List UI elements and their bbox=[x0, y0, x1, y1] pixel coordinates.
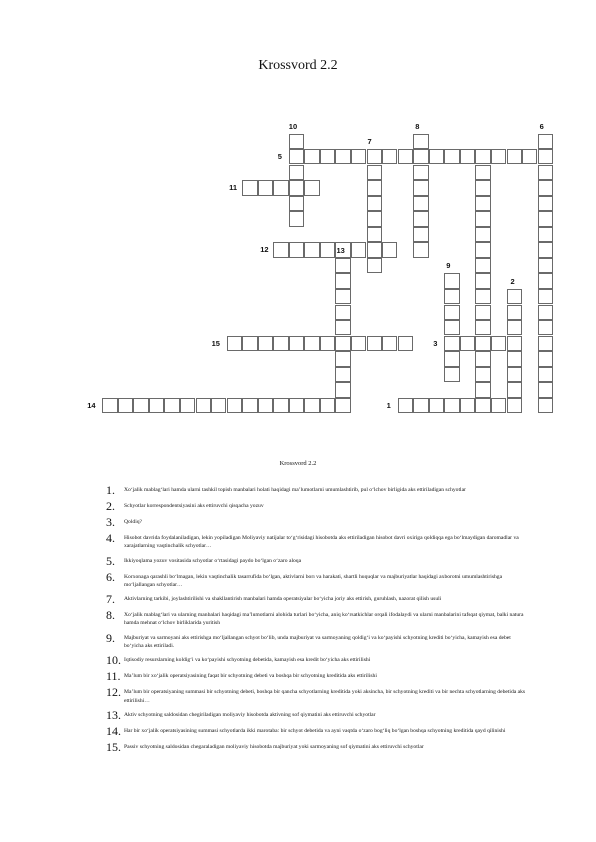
crossword-cell[interactable] bbox=[289, 211, 304, 226]
crossword-cell[interactable] bbox=[475, 180, 490, 195]
crossword-cell[interactable] bbox=[444, 289, 459, 304]
crossword-cell[interactable] bbox=[444, 305, 459, 320]
crossword-cell[interactable] bbox=[475, 242, 490, 257]
crossword-cell[interactable] bbox=[304, 242, 319, 257]
clue-item bbox=[106, 709, 528, 721]
crossword-cell[interactable] bbox=[444, 336, 459, 351]
clue-text: Har bir xo‘jalik operatsiyasining summasi schyotlarda ikki marotaba: bir schyot debetida va ayni vaqtda o‘zaro bog‘liq bo‘lgan boshqa schyotning kreditida qayd qilinishi bbox=[124, 727, 506, 734]
crossword-cell[interactable] bbox=[382, 242, 397, 257]
crossword-caption: Krossvord 2.2 bbox=[279, 460, 317, 467]
crossword-cell[interactable] bbox=[258, 180, 273, 195]
crossword-cell[interactable] bbox=[242, 336, 257, 351]
crossword-cell[interactable] bbox=[335, 289, 350, 304]
crossword-cell[interactable] bbox=[242, 180, 257, 195]
crossword-cell[interactable] bbox=[335, 320, 350, 335]
crossword-cell[interactable] bbox=[273, 398, 288, 413]
clue-text: Ikkiyoqlama yozuv vositasida schyotlar o‘rtasidagi paydo bo‘lgan o‘zaro aloqa bbox=[124, 557, 302, 564]
crossword-cell[interactable] bbox=[538, 180, 553, 195]
crossword-cell[interactable] bbox=[335, 351, 350, 366]
crossword-cell[interactable] bbox=[444, 367, 459, 382]
crossword-cell[interactable] bbox=[118, 398, 133, 413]
crossword-cell[interactable] bbox=[164, 398, 179, 413]
crossword-cell[interactable] bbox=[538, 398, 553, 413]
crossword-cell[interactable] bbox=[444, 351, 459, 366]
crossword-cell[interactable] bbox=[304, 336, 319, 351]
crossword-cell[interactable] bbox=[351, 242, 366, 257]
crossword-cell[interactable] bbox=[475, 211, 490, 226]
crossword-cell[interactable] bbox=[538, 242, 553, 257]
clue-number-label: 7 bbox=[367, 137, 372, 147]
crossword-cell[interactable] bbox=[460, 336, 475, 351]
crossword-cell[interactable] bbox=[367, 165, 382, 180]
crossword-cell[interactable] bbox=[538, 336, 553, 351]
clue-number: 5. bbox=[106, 553, 115, 568]
clue-number: 14. bbox=[106, 723, 121, 738]
clue-number: 12. bbox=[106, 685, 121, 700]
crossword-cell[interactable] bbox=[475, 367, 490, 382]
crossword-cell[interactable] bbox=[320, 149, 335, 164]
crossword-cell[interactable] bbox=[273, 242, 288, 257]
crossword-cell[interactable] bbox=[538, 211, 553, 226]
crossword-cell[interactable] bbox=[522, 149, 537, 164]
crossword-cell[interactable] bbox=[367, 242, 382, 257]
crossword-cell[interactable] bbox=[398, 336, 413, 351]
clue-text: Passiv schyotning saldosidan chegaraladigan moliyaviy hisobotda majburiyat yoki sarmoyaning sof qiymatini aks ettiruvchi schyotlar bbox=[124, 743, 424, 750]
crossword-cell[interactable] bbox=[538, 227, 553, 242]
crossword-cell[interactable] bbox=[538, 165, 553, 180]
clue-text: Xo‘jalik mablag‘lari va ularning manbalari haqidagi ma’lumotlarni alohida turlari bo‘yicha, aniq ko‘rsatkichlar orqali ifodalaydi va ularni manbalarini tafsqat qiymat, balki natura hamda mehnat o‘lchov birliklarida yuritish bbox=[124, 612, 524, 627]
crossword-cell[interactable] bbox=[289, 180, 304, 195]
crossword-cell[interactable] bbox=[289, 134, 304, 149]
crossword-cell[interactable] bbox=[538, 382, 553, 397]
clue-item bbox=[106, 741, 528, 753]
crossword-cell[interactable] bbox=[413, 398, 428, 413]
clue-item bbox=[106, 593, 528, 605]
clue-item bbox=[106, 532, 528, 551]
crossword-cell[interactable] bbox=[444, 398, 459, 413]
crossword-cell[interactable] bbox=[289, 242, 304, 257]
clue-text: Ma’lum bir operatsiyaning summasi bir schyotning debeti, boshqa bir qancha schyotlarning kreditida yoki aksincha, bir schyotning krediti va bir nechta schyotlarning debetida aks ettirilishi… bbox=[124, 689, 526, 704]
crossword-cell[interactable] bbox=[382, 149, 397, 164]
crossword-cell[interactable] bbox=[227, 336, 242, 351]
crossword-cell[interactable] bbox=[507, 336, 522, 351]
crossword-cell[interactable] bbox=[289, 336, 304, 351]
clue-number-label: 10 bbox=[288, 121, 298, 131]
crossword-cell[interactable] bbox=[320, 398, 335, 413]
crossword-cell[interactable] bbox=[538, 367, 553, 382]
clue-number-label: 9 bbox=[446, 261, 451, 271]
crossword-cell[interactable] bbox=[196, 398, 211, 413]
crossword-cell[interactable] bbox=[289, 149, 304, 164]
crossword-cell[interactable] bbox=[429, 149, 444, 164]
crossword-cell[interactable] bbox=[304, 149, 319, 164]
crossword-cell[interactable] bbox=[538, 351, 553, 366]
clue-number-label: 6 bbox=[539, 121, 544, 131]
crossword-cell[interactable] bbox=[335, 305, 350, 320]
clue-item bbox=[106, 654, 528, 666]
crossword-cell[interactable] bbox=[413, 242, 428, 257]
clue-number-label: 5 bbox=[277, 152, 282, 162]
crossword-cell[interactable] bbox=[382, 336, 397, 351]
crossword-cell[interactable] bbox=[304, 180, 319, 195]
crossword-cell[interactable] bbox=[413, 134, 428, 149]
page-title: Krossvord 2.2 bbox=[258, 58, 338, 73]
crossword-cell[interactable] bbox=[444, 320, 459, 335]
clue-number-label: 11 bbox=[229, 183, 238, 193]
crossword-cell[interactable] bbox=[367, 149, 382, 164]
crossword-cell[interactable] bbox=[335, 398, 350, 413]
clue-number: 10. bbox=[106, 653, 121, 668]
crossword-cell[interactable] bbox=[413, 165, 428, 180]
crossword-cell[interactable] bbox=[507, 382, 522, 397]
crossword-cell[interactable] bbox=[538, 134, 553, 149]
clue-item bbox=[106, 725, 528, 737]
clue-text: Ma’lum bir xo‘jalik operatsiyasining faqat bir schyotning debeti va boshqa bir schyotning kreditida aks ettirilishi bbox=[124, 673, 377, 680]
crossword-cell[interactable] bbox=[335, 336, 350, 351]
clue-item bbox=[106, 571, 528, 590]
crossword-cell[interactable] bbox=[444, 149, 459, 164]
crossword-cell[interactable] bbox=[273, 336, 288, 351]
clue-number-label: 12 bbox=[260, 245, 269, 255]
crossword-cell[interactable] bbox=[475, 382, 490, 397]
crossword-cell[interactable] bbox=[538, 196, 553, 211]
crossword-cell[interactable] bbox=[258, 398, 273, 413]
clue-text: Schyotlar korrespondentsiyasini aks ettiruvchi qisqacha yozuv bbox=[124, 503, 264, 509]
crossword-cell[interactable] bbox=[367, 258, 382, 273]
clue-text: Iqtisodiy resurslarning koldig‘i va ko‘payishi schyotning debetida, kamayish esa kredit bo‘yicha aks ettirilishi bbox=[124, 657, 371, 664]
crossword-cell[interactable] bbox=[444, 273, 459, 288]
clue-item bbox=[106, 555, 528, 567]
clue-item bbox=[106, 609, 528, 628]
crossword-cell[interactable] bbox=[102, 398, 117, 413]
crossword-cell[interactable] bbox=[538, 273, 553, 288]
crossword-cell[interactable] bbox=[491, 336, 506, 351]
clue-number-label: 13 bbox=[336, 245, 345, 255]
crossword-cell[interactable] bbox=[538, 149, 553, 164]
clue-number: 7. bbox=[106, 592, 115, 607]
crossword-cell[interactable] bbox=[507, 367, 522, 382]
clue-number: 11. bbox=[106, 669, 121, 684]
crossword-cell[interactable] bbox=[475, 289, 490, 304]
crossword-cell[interactable] bbox=[398, 398, 413, 413]
clue-text: Hisobot davrida foydalaniladigan, lekin yopiladigan Moliyaviy natijalar to‘g‘risidagi hisobotda aks ettiriladigan hisobot davri oxiriga qoldiqqa ega bo‘lmaydigan daromadlar va xarajatlarning vaqtinchalik schyotlar… bbox=[124, 535, 519, 550]
crossword-cell[interactable] bbox=[507, 351, 522, 366]
crossword-cell[interactable] bbox=[367, 180, 382, 195]
crossword-cell[interactable] bbox=[367, 196, 382, 211]
crossword-cell[interactable] bbox=[367, 211, 382, 226]
crossword-cell[interactable] bbox=[507, 305, 522, 320]
crossword-cell[interactable] bbox=[475, 320, 490, 335]
clue-item bbox=[106, 516, 528, 528]
crossword-cell[interactable] bbox=[227, 398, 242, 413]
crossword-cell[interactable] bbox=[475, 258, 490, 273]
crossword-cell[interactable] bbox=[351, 336, 366, 351]
clue-number: 2. bbox=[106, 499, 115, 513]
clue-number-label: 15 bbox=[211, 338, 220, 348]
clue-item bbox=[106, 686, 528, 705]
crossword-cell[interactable] bbox=[413, 211, 428, 226]
crossword-cell[interactable] bbox=[273, 180, 288, 195]
crossword-cell[interactable] bbox=[538, 289, 553, 304]
clue-number-label: 3 bbox=[433, 338, 438, 348]
crossword-cell[interactable] bbox=[475, 336, 490, 351]
crossword-cell[interactable] bbox=[475, 305, 490, 320]
crossword-cell[interactable] bbox=[491, 398, 506, 413]
crossword-cell[interactable] bbox=[335, 367, 350, 382]
crossword-cell[interactable] bbox=[413, 149, 428, 164]
crossword-cell[interactable] bbox=[475, 196, 490, 211]
crossword-cell[interactable] bbox=[289, 165, 304, 180]
clue-text: Majburiyat va sarmoyani aks ettirishga mo‘ljallangan schyot bo‘lib, unda majburiyat va sarmoyaning qoldig‘i va ko‘payishi schyotning krediti bo‘yicha, kamayish esa debet bo‘yicha aks ettiriladi. bbox=[124, 634, 511, 650]
crossword-cell[interactable] bbox=[475, 273, 490, 288]
crossword-cell[interactable] bbox=[335, 258, 350, 273]
crossword-cell[interactable] bbox=[367, 227, 382, 242]
crossword-cell[interactable] bbox=[335, 273, 350, 288]
clue-text: Xo‘jalik mablag‘lari hamda ularni tashkil topish manbalari holati haqidagi ma’lumotlarni umumlashtirib, pul o‘lchov birligida aks ettiriladigan schyotlar bbox=[124, 487, 466, 493]
clue-number-label: 2 bbox=[510, 277, 515, 286]
clue-number: 15. bbox=[106, 739, 121, 754]
crossword-cell[interactable] bbox=[475, 227, 490, 242]
crossword-cell[interactable] bbox=[335, 382, 350, 397]
crossword-cell[interactable] bbox=[413, 180, 428, 195]
crossword-cell[interactable] bbox=[351, 149, 366, 164]
crossword-cell[interactable] bbox=[180, 398, 195, 413]
clue-text: Aktivlarning tarkibi, joylashtirilishi va shakllantirish manbalari hamda operatsiyalar bo‘yicha joriy aks ettirish, guruhlash, nazorat qilish usuli bbox=[124, 596, 442, 603]
clue-number: 9. bbox=[106, 630, 115, 645]
crossword-cell[interactable] bbox=[507, 149, 522, 164]
crossword-cell[interactable] bbox=[242, 398, 257, 413]
crossword-cell[interactable] bbox=[460, 398, 475, 413]
crossword-cell[interactable] bbox=[398, 149, 413, 164]
clue-number: 6. bbox=[106, 569, 115, 584]
crossword-cell[interactable] bbox=[320, 336, 335, 351]
crossword-cell[interactable] bbox=[460, 149, 475, 164]
clue-text: Aktiv schyotning saldosidan chegiriladigan moliyaviy hisobotda aktivning sof qiymatini aks ettiruvchi schyotlar bbox=[124, 711, 376, 718]
clue-number: 3. bbox=[106, 515, 115, 529]
crossword-cell[interactable] bbox=[413, 227, 428, 242]
crossword-cell[interactable] bbox=[538, 258, 553, 273]
crossword-cell[interactable] bbox=[475, 165, 490, 180]
clue-text: Korxonaga qarashli bo‘lmagan, lekin vaqtinchalik tasarrufida bo‘lgan, aktivlarni borı va harakati, shartli huquqlar va majburiyatlar haqidagi axborotni umumlashtirishga mo‘ljallangan schyotlar… bbox=[124, 573, 503, 588]
clue-number-label: 14 bbox=[87, 400, 96, 410]
clue-item bbox=[106, 500, 528, 512]
crossword-cell[interactable] bbox=[149, 398, 164, 413]
crossword-cell[interactable] bbox=[429, 398, 444, 413]
clue-number: 1. bbox=[106, 483, 115, 497]
crossword-cell[interactable] bbox=[320, 242, 335, 257]
crossword-cell[interactable] bbox=[258, 336, 273, 351]
crossword-cell[interactable] bbox=[475, 398, 490, 413]
crossword-cell[interactable] bbox=[367, 336, 382, 351]
crossword-cell[interactable] bbox=[133, 398, 148, 413]
clue-item bbox=[106, 670, 528, 682]
crossword-cell[interactable] bbox=[211, 398, 226, 413]
clue-number: 4. bbox=[106, 531, 115, 545]
crossword-cell[interactable] bbox=[507, 398, 522, 413]
crossword-cell[interactable] bbox=[289, 398, 304, 413]
crossword-cell[interactable] bbox=[289, 196, 304, 211]
crossword-cell[interactable] bbox=[413, 196, 428, 211]
crossword-cell[interactable] bbox=[335, 149, 350, 164]
crossword-cell[interactable] bbox=[538, 305, 553, 320]
clue-number: 8. bbox=[106, 608, 115, 623]
crossword-cell[interactable] bbox=[507, 320, 522, 335]
clue-item bbox=[106, 484, 528, 496]
crossword-cell[interactable] bbox=[475, 351, 490, 366]
clue-number: 13. bbox=[106, 707, 121, 722]
crossword-cell[interactable] bbox=[475, 149, 490, 164]
crossword-cell[interactable] bbox=[491, 149, 506, 164]
crossword-cell[interactable] bbox=[538, 320, 553, 335]
clue-item bbox=[106, 632, 528, 651]
crossword-cell[interactable] bbox=[304, 398, 319, 413]
clue-number-label: 1 bbox=[386, 400, 391, 410]
clue-number-label: 8 bbox=[415, 121, 420, 131]
clue-text: Qoldiq? bbox=[124, 519, 143, 525]
crossword-cell[interactable] bbox=[507, 289, 522, 304]
clue-list bbox=[106, 484, 528, 757]
